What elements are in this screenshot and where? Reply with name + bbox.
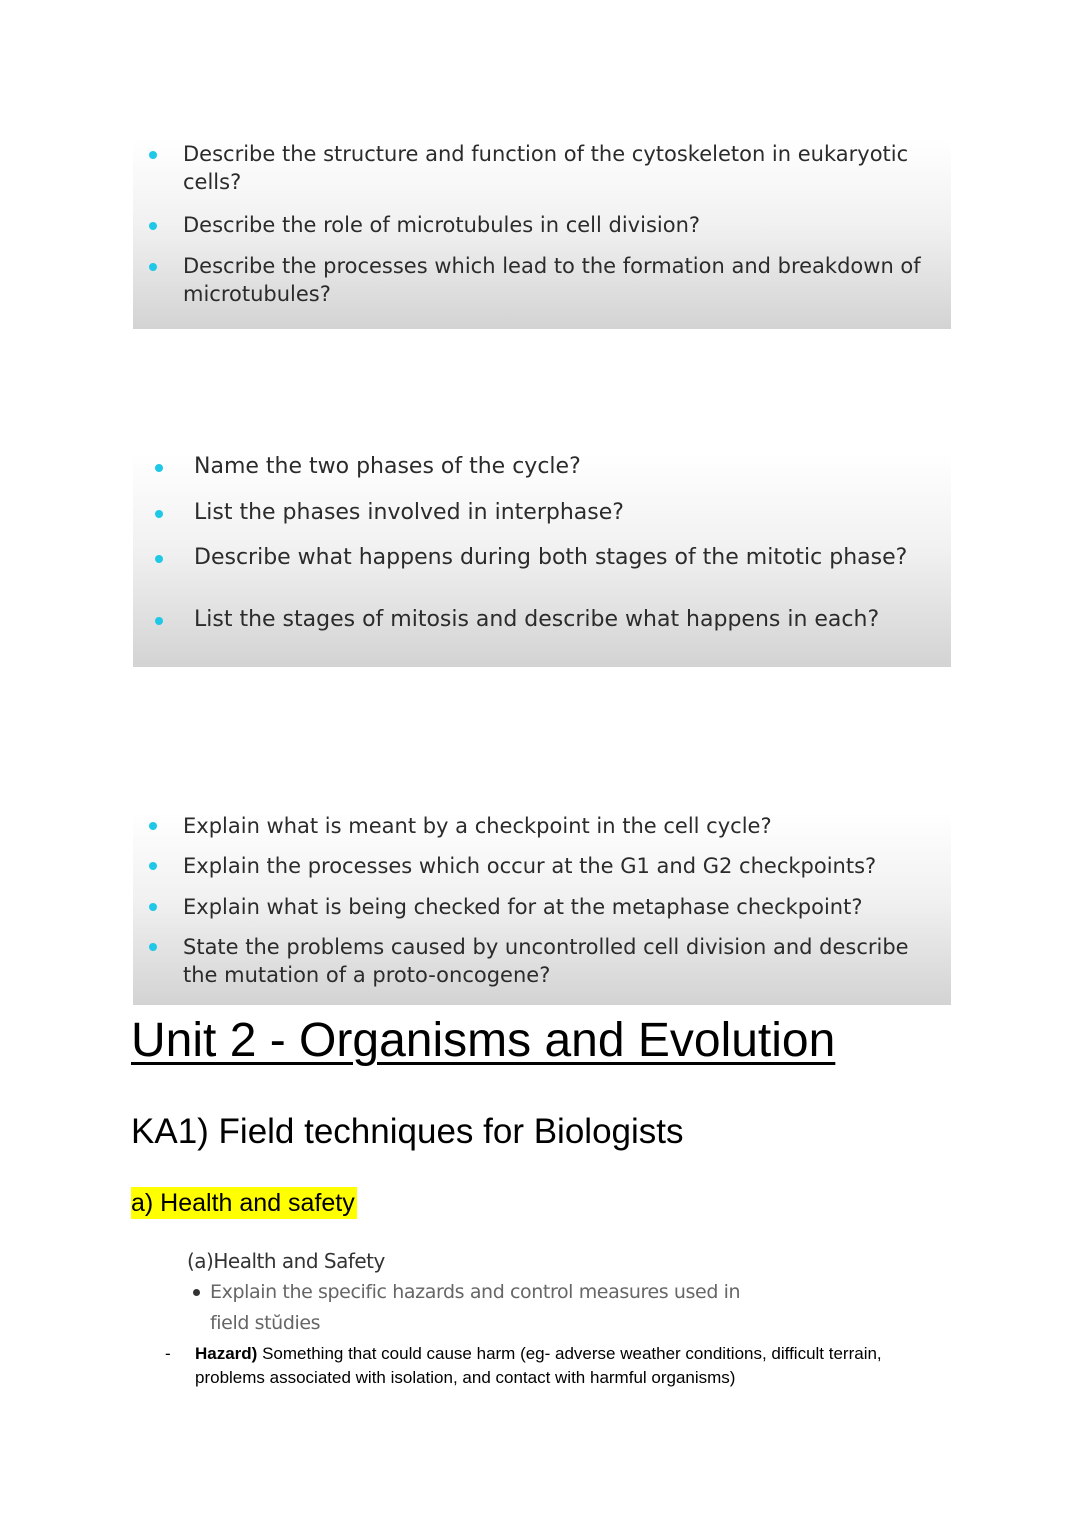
inset-bullet-text: Explain the specific hazards and control measures used in field stŭdies <box>210 1281 741 1334</box>
inset-screenshot <box>172 1240 784 1340</box>
ka-heading: KA1) Field techniques for Biologists <box>131 1112 684 1151</box>
question-text: Explain what is meant by a checkpoint in the cell cycle? <box>183 814 772 838</box>
question-text: Explain the processes which occur at the G1 and G2 checkpoints? <box>183 854 877 878</box>
bullet-icon <box>155 510 163 518</box>
question-text: List the phases involved in interphase? <box>194 500 624 525</box>
question-text: State the problems caused by uncontrolled cell division and describe the mutation of a proto-oncogene? <box>183 935 909 987</box>
bullet-icon <box>155 617 163 625</box>
question-box-cytoskeleton <box>133 140 951 329</box>
hazard-text <box>195 1342 945 1390</box>
bullet-icon <box>149 263 157 271</box>
question-text: Explain what is being checked for at the metaphase checkpoint? <box>183 895 863 919</box>
question-text: Describe the processes which lead to the formation and breakdown of microtubules? <box>183 254 921 306</box>
bullet-icon <box>155 555 163 563</box>
unit-heading: Unit 2 - Organisms and Evolution <box>131 1014 836 1067</box>
question-text: Describe the role of microtubules in cell division? <box>183 213 701 237</box>
bullet-icon <box>149 151 157 159</box>
question-box-checkpoints <box>133 812 951 1005</box>
question-text: Name the two phases of the cycle? <box>194 454 581 479</box>
hazard-description: Something that could cause harm (eg- adverse weather conditions, difficult terrain, problems associated with isolation, and contact with harmful organisms) <box>195 1344 882 1387</box>
question-text: List the stages of mitosis and describe what happens in each? <box>194 607 880 632</box>
bullet-icon <box>193 1289 200 1296</box>
bullet-icon <box>149 862 157 870</box>
bullet-icon <box>155 464 163 472</box>
question-text: Describe the structure and function of the cytoskeleton in eukaryotic cells? <box>183 142 909 194</box>
question-box-cell-cycle <box>133 453 951 667</box>
inset-title: (a)Health and Safety <box>187 1249 385 1273</box>
bullet-icon <box>149 943 157 951</box>
dash-marker: - <box>165 1344 171 1363</box>
question-text: Describe what happens during both stages of the mitotic phase? <box>194 545 908 570</box>
bullet-icon <box>149 903 157 911</box>
sub-heading-highlighted: a) Health and safety <box>131 1189 355 1217</box>
bullet-icon <box>149 222 157 230</box>
bullet-icon <box>149 822 157 830</box>
hazard-term: Hazard) <box>195 1344 258 1363</box>
